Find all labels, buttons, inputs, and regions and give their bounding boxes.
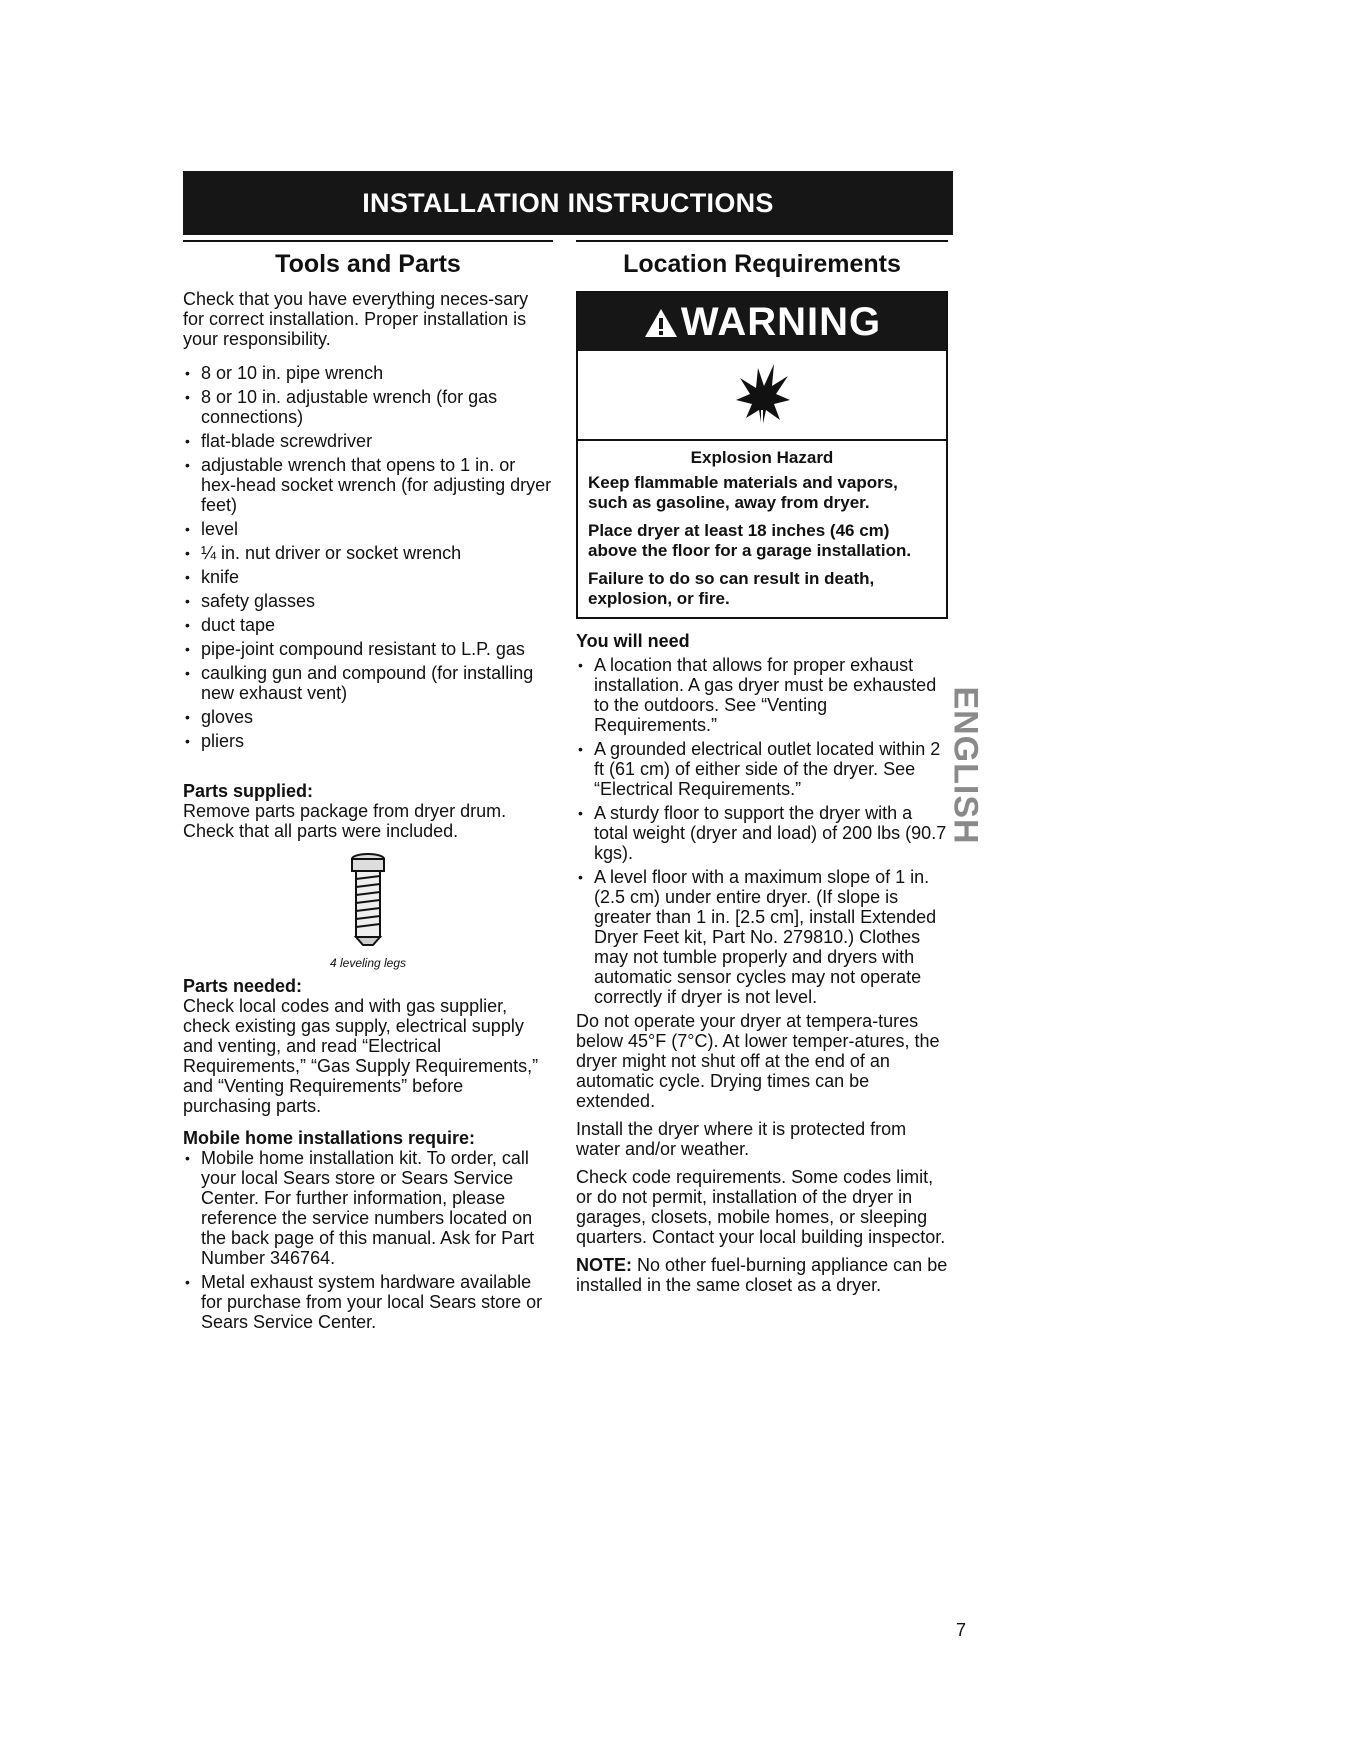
- mobile-home-heading: Mobile home installations require:: [183, 1128, 476, 1148]
- list-item: • flat-blade screwdriver: [183, 431, 553, 451]
- tools-parts-title: Tools and Parts: [275, 250, 461, 278]
- warning-header: [578, 293, 946, 351]
- list-item: • knife: [183, 567, 553, 587]
- hazard-title: Explosion Hazard: [690, 448, 834, 467]
- parts-needed-heading: Parts needed:: [183, 976, 303, 996]
- location-requirements-column: [576, 240, 948, 1295]
- section-rule: [183, 240, 553, 242]
- note-paragraph: [576, 1255, 948, 1295]
- section-banner: INSTALLATION INSTRUCTIONS: [183, 171, 953, 235]
- page-number: 7: [956, 1620, 967, 1640]
- list-item: • Metal exhaust system hardware available for purchase from your local Sears store or Sears Service Center.: [183, 1272, 553, 1332]
- list-item: • duct tape: [183, 615, 553, 635]
- list-item: • 8 or 10 in. pipe wrench: [183, 363, 553, 383]
- english-tab-label: ENGLISH: [946, 685, 985, 845]
- warning-text: Failure to do so can result in death, explosion, or fire.: [588, 569, 875, 608]
- explosion-icon: [732, 360, 792, 430]
- list-item: • level: [183, 519, 553, 539]
- list-item: • Mobile home installation kit. To order, call your local Sears store or Sears Service Center. For further information, please reference the service numbers located on the back page of this manual. Ask for Part Number 346764.: [183, 1148, 553, 1268]
- warning-triangle-icon: [643, 307, 679, 339]
- list-item: • A level floor with a maximum slope of 1 in. (2.5 cm) under entire dryer. (If slope is greater than 1 in. [2.5 cm], install Extended Dryer Feet kit, Part No. 279810.) Clothes may not tumble properly and dryers with automatic sensor cycles may not operate correctly if dryer is not level.: [576, 867, 948, 1007]
- section-rule: [576, 240, 948, 242]
- warning-body: [578, 441, 946, 617]
- warning-box: [576, 291, 948, 619]
- list-item: • adjustable wrench that opens to 1 in. or hex-head socket wrench (for adjusting dryer feet): [183, 455, 553, 515]
- list-item: • caulking gun and compound (for installing new exhaust vent): [183, 663, 553, 703]
- location-title: Location Requirements: [623, 250, 901, 278]
- parts-needed-text: Check local codes and with gas supplier, check existing gas supply, electrical supply and venting, and read “Electrical Requirements,” “Gas Supply Requirements,” and “Venting Requirements” before purchasing parts.: [183, 996, 539, 1116]
- note-text: No other fuel-burning appliance can be installed in the same closet as a dryer.: [576, 1255, 948, 1295]
- list-item: • safety glasses: [183, 591, 553, 611]
- list-item: • A location that allows for proper exhaust installation. A gas dryer must be exhausted to the outdoors. See “Venting Requirements.”: [576, 655, 948, 735]
- list-item: • pliers: [183, 731, 553, 751]
- warning-text: Place dryer at least 18 inches (46 cm) above the floor for a garage installation.: [588, 521, 912, 560]
- protection-paragraph: Install the dryer where it is protected from water and/or weather.: [576, 1119, 907, 1159]
- note-label: NOTE:: [576, 1255, 632, 1275]
- tools-intro: Check that you have everything neces-sary for correct installation. Proper installation is your responsibility.: [183, 289, 529, 349]
- warning-label: WARNING: [680, 300, 882, 344]
- code-paragraph: Check code requirements. Some codes limit, or do not permit, installation of the dryer in garages, closets, mobile homes, or sleeping quarters. Contact your local building inspector.: [576, 1167, 946, 1247]
- list-item: • A grounded electrical outlet located within 2 ft (61 cm) of either side of the dryer. See “Electrical Requirements.”: [576, 739, 948, 799]
- legs-caption: 4 leveling legs: [329, 956, 407, 970]
- tools-parts-column: [183, 240, 553, 1336]
- tools-list: [183, 363, 553, 751]
- leveling-leg-icon: [333, 849, 403, 949]
- parts-supplied-heading: Parts supplied:: [183, 781, 314, 801]
- list-item: • ¼ in. nut driver or socket wrench: [183, 543, 553, 563]
- requirements-list: [576, 655, 948, 1007]
- temperature-paragraph: Do not operate your dryer at tempera-tures below 45°F (7°C). At lower temper-atures, the dryer might not shut off at the end of an automatic cycle. Drying times can be extended.: [576, 1011, 940, 1111]
- list-item: • 8 or 10 in. adjustable wrench (for gas connections): [183, 387, 553, 427]
- list-item: • pipe-joint compound resistant to L.P. gas: [183, 639, 553, 659]
- parts-supplied-text: Remove parts package from dryer drum. Check that all parts were included.: [183, 801, 507, 841]
- leveling-leg-illustration: [183, 849, 553, 954]
- english-side-tab: [942, 685, 988, 845]
- list-item: • gloves: [183, 707, 553, 727]
- warning-text: Keep flammable materials and vapors, such as gasoline, away from dryer.: [588, 473, 898, 512]
- explosion-symbol-area: [578, 351, 946, 441]
- you-will-need-heading: You will need: [576, 631, 690, 651]
- list-item: • A sturdy floor to support the dryer with a total weight (dryer and load) of 200 lbs (90.7 kgs).: [576, 803, 948, 863]
- mobile-home-list: [183, 1148, 553, 1332]
